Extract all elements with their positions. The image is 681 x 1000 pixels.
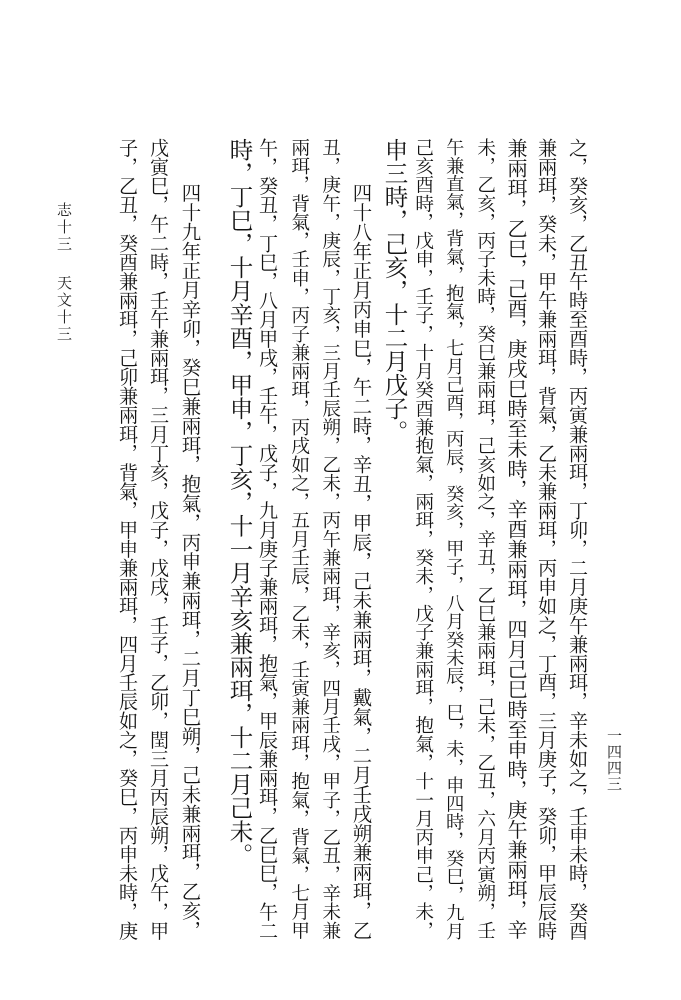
text-column-13: 四十九年正月辛卯，癸巳兼兩珥，抱氣，丙申兼兩珥，二月丁巳朔，己未兼兩珥，乙亥， <box>178 183 202 940</box>
volume-label: 志十三 <box>55 202 73 253</box>
text-column-12: 時，丁巳，十月辛酉，甲申，丁亥，十一月辛亥兼兩珥，十二月己未。 <box>225 138 254 867</box>
section-label: 天文十三 <box>55 275 73 343</box>
text-column-2: 兼兩珥，癸未，甲午兼兩珥，背氣，乙未兼兩珥，丙申如之，丁酉，三月庚子，癸卯，甲辰辰時 <box>535 138 559 941</box>
text-column-6: 己亥酉時，戊申，壬子，十月癸酉兼抱氣，兩珥，癸未，戊子兼兩珥，抱氣，十一月丙申己，未， <box>412 138 434 940</box>
text-column-14: 戊寅巳，午二時，壬午兼兩珥，三月丁亥，戊子，戊戌，壬子，乙卯，閏三月丙辰朔，戊午，甲 <box>147 138 171 941</box>
text-column-4: 未，乙亥，丙子未時，癸巳兼兩珥，己亥如之，辛丑，乙巳兼兩珥，己未，乙丑，六月丙寅朔，壬 <box>474 138 496 940</box>
text-column-11: 午，癸丑，丁巳，八月甲戌，壬午，戊子，九月庚子兼兩珥，抱氣，甲辰兼兩珥，乙巳巳，午二 <box>256 138 280 941</box>
text-column-5: 午兼直氣，背氣，抱氣，七月己酉，丙辰，癸亥，甲子，八月癸未辰，巳，未，申四時，癸巳，九月 <box>443 138 465 941</box>
text-column-1: 之，癸亥，乙丑午時至酉時，丙寅兼兩珥，丁卯，二月庚午兼兩珥，辛未如之，壬申未時，癸酉 <box>566 138 590 941</box>
text-column-3: 兼兩珥，乙巳，己酉，庚戌巳時至未時，辛酉兼兩珥，四月己巳時至申時，庚午兼兩珥，辛 <box>504 138 529 940</box>
text-column-9: 丑，庚午，庚辰，丁亥，三月壬辰朔，乙未，丙午兼兩珥，辛亥，四月壬戌，甲子，乙丑，辛未兼 <box>319 138 341 940</box>
page-number: 一四四三 <box>605 728 623 792</box>
text-column-7: 申三時，己亥，十二月戊子。 <box>380 138 409 444</box>
text-column-8: 四十八年正月丙申巳，午二時，辛丑，甲辰，己未兼兩珥，戴氣，二月壬戌朔兼兩珥，乙 <box>349 183 373 940</box>
text-column-15: 子，乙丑，癸酉兼兩珥，己卯兼兩珥，背氣，甲申兼兩珥，四月壬辰如之，癸巳，丙申未時，庚 <box>116 138 140 941</box>
running-header <box>54 202 75 343</box>
text-column-10: 兩珥，背氣，壬申，丙子兼兩珥，丙戌如之，五月壬辰，乙未，壬寅兼兩珥，抱氣，背氣，七月甲 <box>288 138 310 940</box>
